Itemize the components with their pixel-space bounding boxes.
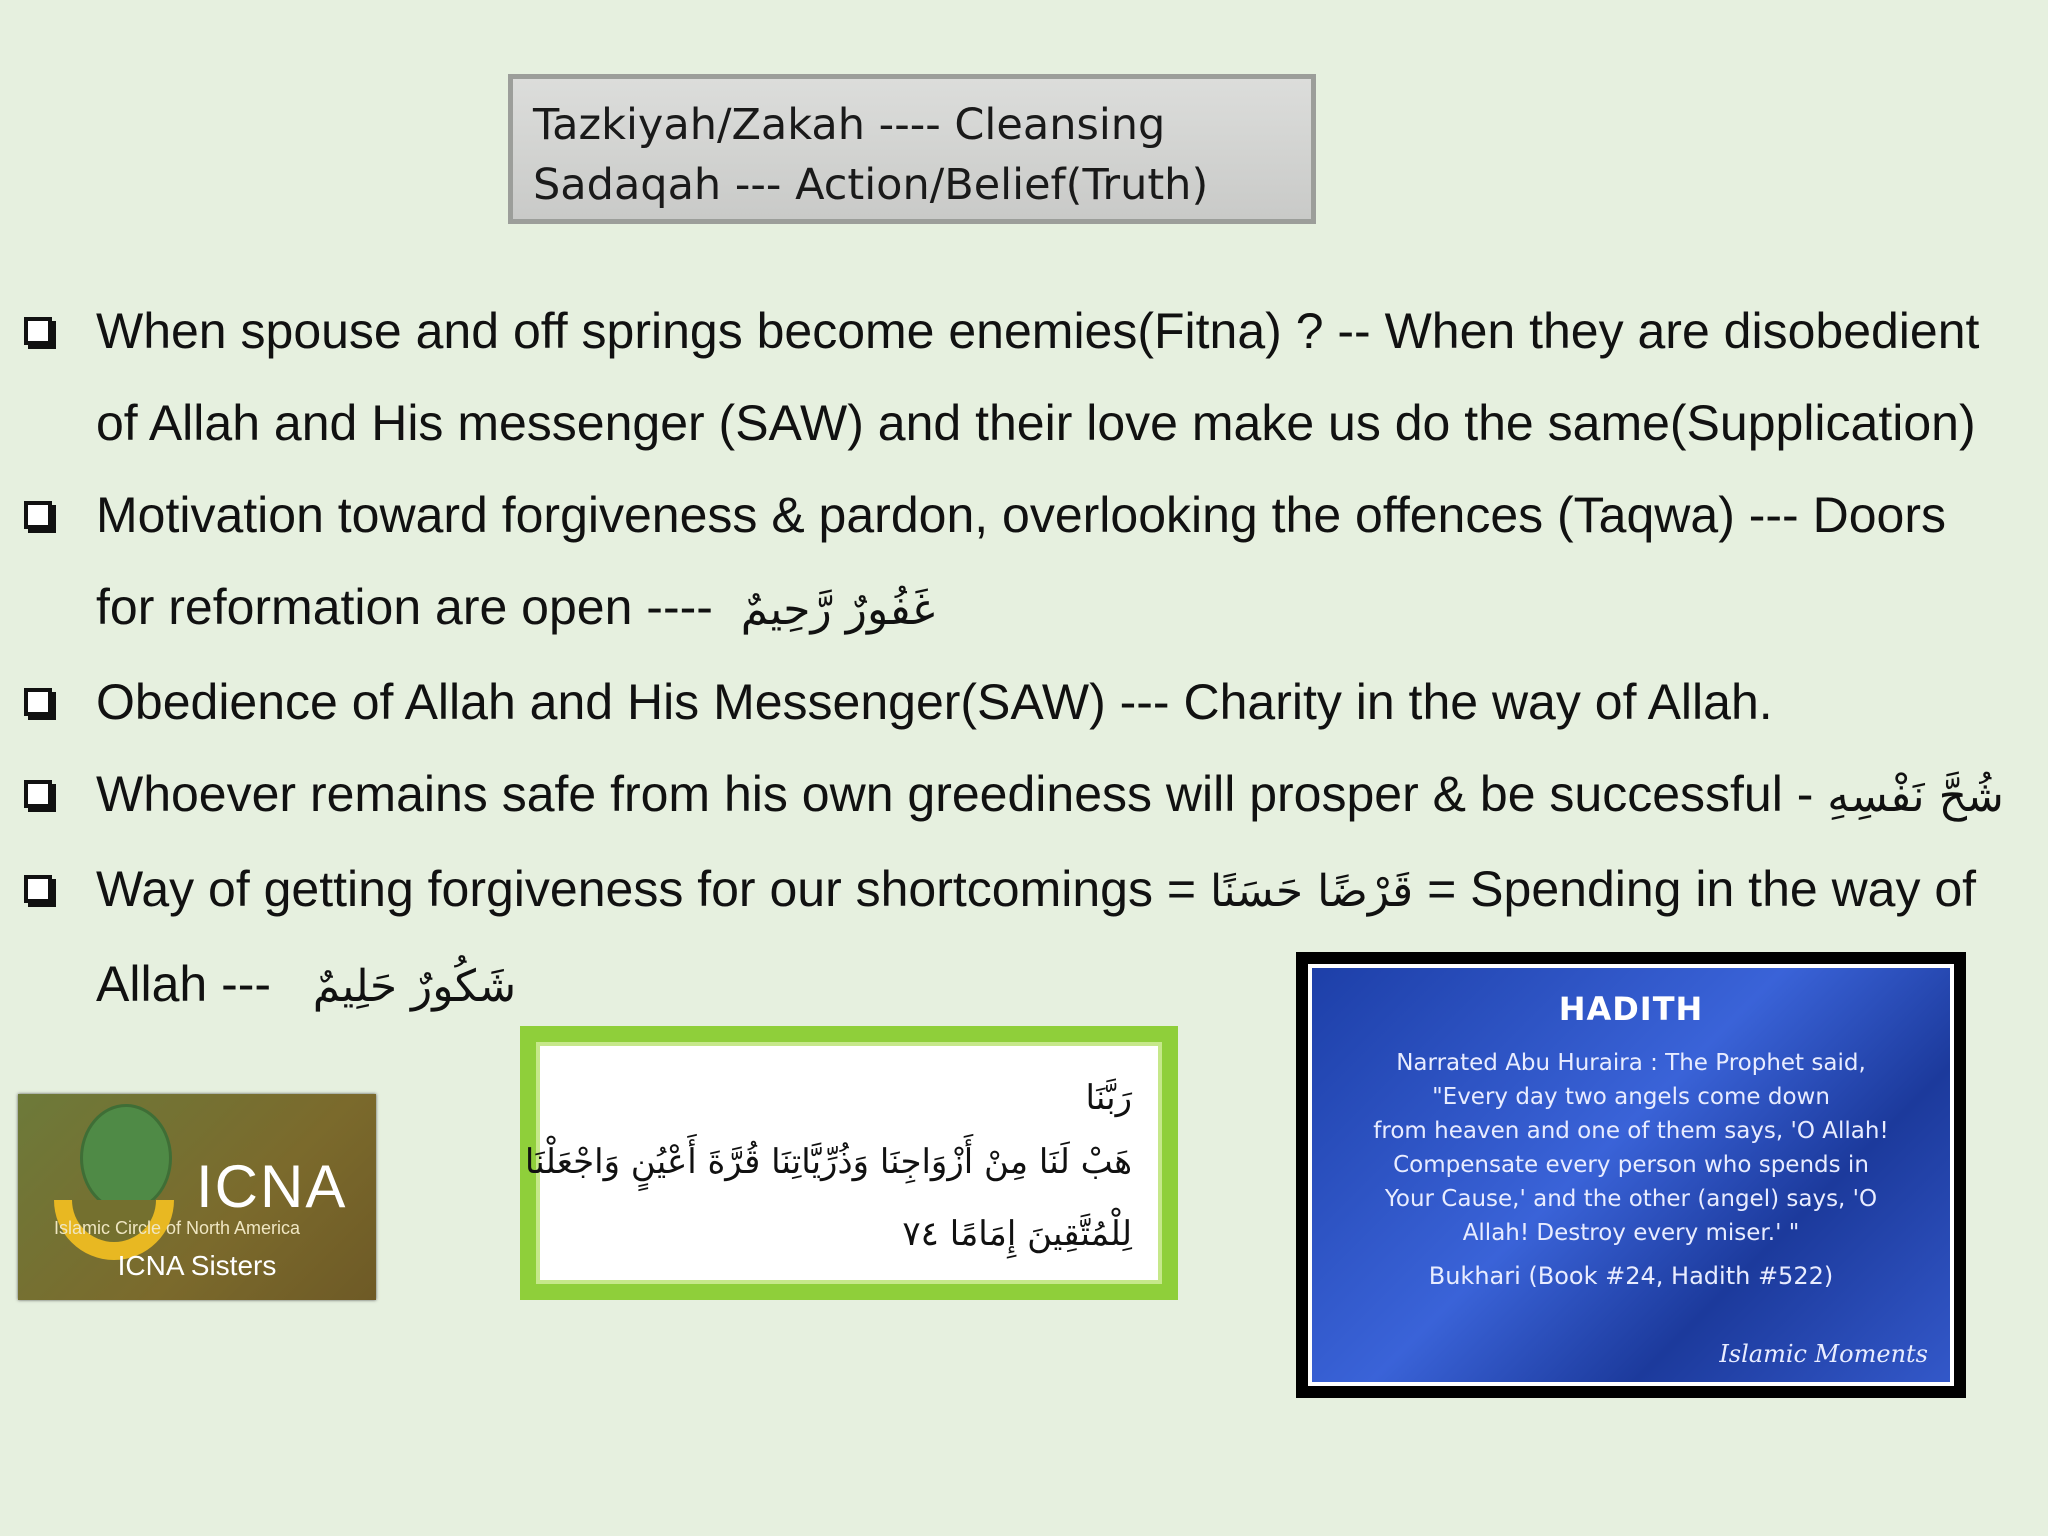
- checkbox-bullet-icon: [24, 317, 52, 345]
- bullet-item: [20, 656, 2030, 748]
- bullet-text-part: = Spending in the way of: [1427, 861, 1977, 917]
- bullet-text: Obedience of Allah and His Messenger(SAW) --- Charity in the way of Allah.: [96, 674, 1773, 730]
- icna-name: ICNA: [196, 1153, 348, 1220]
- bullet-text: [96, 748, 2030, 843]
- checkbox-bullet-icon: [24, 780, 52, 808]
- bullet-item: [20, 748, 2030, 843]
- bullet-text: [96, 561, 2030, 656]
- arabic-phrase: شَكُورٌ حَلِيمٌ: [312, 961, 517, 1012]
- hadith-line: Narrated Abu Huraira : The Prophet said,: [1396, 1050, 1866, 1076]
- quran-verse-card: [520, 1026, 1178, 1300]
- bullet-text: of Allah and His messenger (SAW) and their love make us do the same(Supplication): [96, 395, 1976, 451]
- checkbox-bullet-icon: [24, 875, 52, 903]
- bullet-item: [20, 285, 2030, 469]
- checkbox-bullet-icon: [24, 501, 52, 529]
- bullet-item: [20, 469, 2030, 656]
- arabic-phrase: قَرْضًا حَسَنًا: [1209, 866, 1414, 917]
- icna-logo: [18, 1094, 376, 1300]
- hadith-inner: [1308, 964, 1954, 1386]
- bullet-text: [96, 843, 2030, 938]
- title-box: [508, 74, 1316, 224]
- hadith-source: Bukhari (Book #24, Hadith #522): [1428, 1262, 1834, 1290]
- arabic-phrase: غَفُورٌ رَّحِيمٌ: [740, 584, 935, 635]
- title-line-1: Tazkiyah/Zakah ---- Cleansing: [533, 100, 1166, 150]
- bullet-text-part: Way of getting forgiveness for our shortcomings =: [96, 861, 1197, 917]
- checkbox-bullet-icon: [24, 688, 52, 716]
- hadith-line: from heaven and one of them says, 'O Allah!: [1373, 1118, 1889, 1144]
- bullet-text-part: for reformation are open ----: [96, 579, 713, 635]
- verse-line-1: رَبَّنَا: [1085, 1078, 1132, 1118]
- hadith-line: Allah! Destroy every miser.' ": [1462, 1220, 1800, 1246]
- bullet-text-part: Allah ---: [96, 956, 272, 1012]
- hadith-line: "Every day two angels come down: [1432, 1084, 1830, 1110]
- arabic-phrase: شُحَّ نَفْسِهِ: [1827, 771, 2004, 822]
- icna-subtitle: Islamic Circle of North America: [54, 1218, 301, 1238]
- hadith-card: [1296, 952, 1966, 1398]
- hadith-line: Your Cause,' and the other (angel) says, 'O: [1384, 1186, 1878, 1212]
- hadith-title: HADITH: [1558, 990, 1704, 1028]
- verse-line-2: هَبْ لَنَا مِنْ أَزْوَاجِنَا وَذُرِّيَّاتِنَا قُرَّةَ أَعْيُنٍ وَاجْعَلْنَا: [524, 1142, 1132, 1182]
- globe-emblem-icon: [80, 1104, 172, 1212]
- bullet-text: When spouse and off springs become enemies(Fitna) ? -- When they are disobedient: [96, 303, 1980, 359]
- bullet-text-part: Whoever remains safe from his own greediness will prosper & be successful -: [96, 766, 1814, 822]
- hadith-line: Compensate every person who spends in: [1393, 1152, 1869, 1178]
- icna-sisters: ICNA Sisters: [117, 1250, 277, 1281]
- title-line-2: Sadaqah --- Action/Belief(Truth): [533, 160, 1209, 210]
- bullet-list: [20, 285, 2030, 1033]
- hadith-signature: Islamic Moments: [1719, 1340, 1928, 1368]
- verse-line-3: لِلْمُتَّقِينَ إِمَامًا ٧٤: [902, 1214, 1132, 1254]
- bullet-text: Motivation toward forgiveness & pardon, overlooking the offences (Taqwa) --- Doors: [96, 487, 1946, 543]
